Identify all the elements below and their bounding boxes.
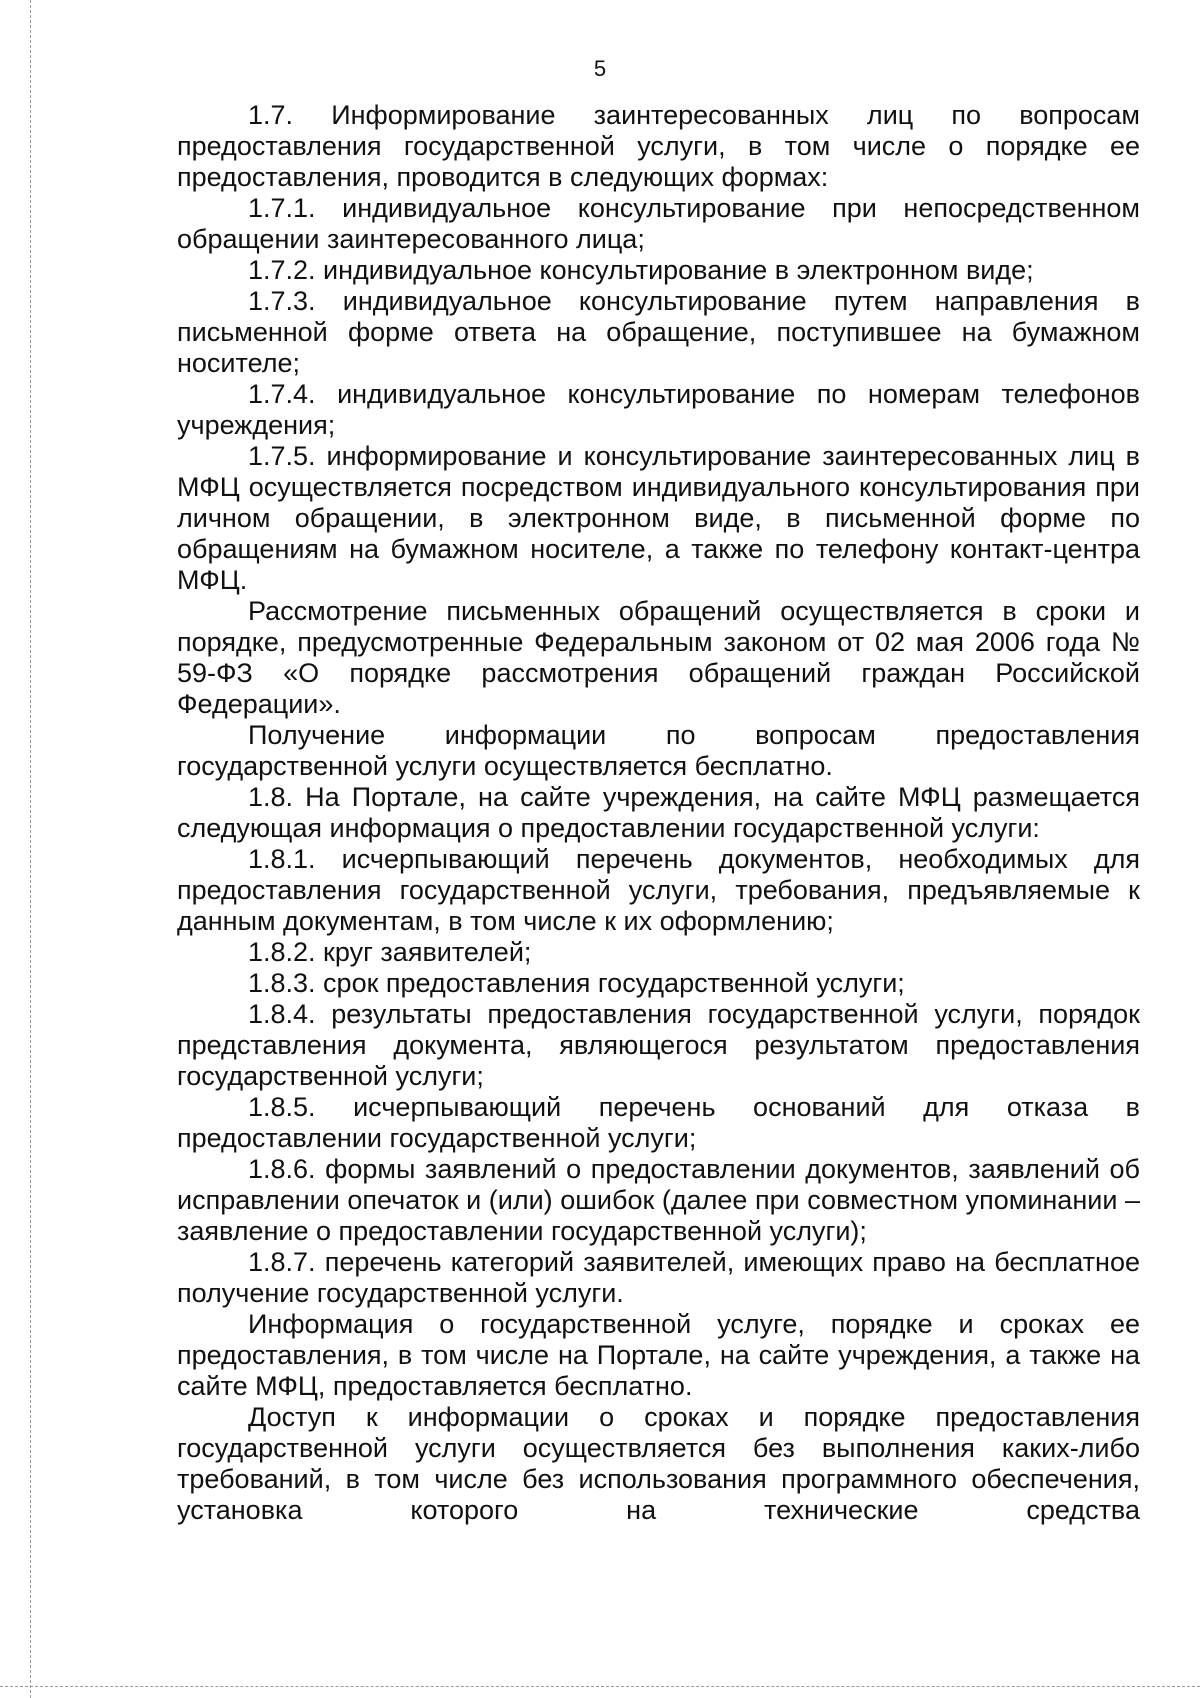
paragraph-1-8-4: 1.8.4. результаты предоставления государственной услуги, порядок представления документа, являющегося результатом предоставления государственной услуги;	[177, 999, 1140, 1091]
paragraph-1-8-7: 1.8.7. перечень категорий заявителей, имеющих право на бесплатное получение государственной услуги.	[177, 1247, 1140, 1308]
paragraph-1-7-4: 1.7.4. индивидуальное консультирование по номерам телефонов учреждения;	[177, 379, 1140, 440]
scan-bottom-border	[0, 1686, 1200, 1687]
document-body	[177, 100, 1140, 1526]
scan-left-border	[30, 0, 31, 1698]
paragraph-1-7-2: 1.7.2. индивидуальное консультирование в электронном виде;	[248, 255, 1034, 285]
paragraph-1-8-2: 1.8.2. круг заявителей;	[248, 937, 532, 967]
paragraph-free-information: Получение информации по вопросам предоставления государственной услуги осуществляется бесплатно.	[177, 720, 1140, 781]
page-number: 5	[593, 56, 607, 81]
paragraph-1-7-5: 1.7.5. информирование и консультирование заинтересованных лиц в МФЦ осуществляется посредством индивидуального консультирования при личном обращении, в электронном виде, в письменной форме по обращениям на бумажном носителе, а также по телефону контакт-центра МФЦ.	[177, 441, 1140, 595]
paragraph-1-7-1: 1.7.1. индивидуальное консультирование при непосредственном обращении заинтересованного лица;	[177, 193, 1140, 254]
paragraph-1-7-3: 1.7.3. индивидуальное консультирование путем направления в письменной форме ответа на обращение, поступившее на бумажном носителе;	[177, 286, 1140, 378]
paragraph-1-8-1: 1.8.1. исчерпывающий перечень документов, необходимых для предоставления государственной услуги, требования, предъявляемые к данным документам, в том числе к их оформлению;	[177, 844, 1140, 936]
paragraph-1-8-5: 1.8.5. исчерпывающий перечень оснований для отказа в предоставлении государственной услуги;	[177, 1092, 1140, 1153]
paragraph-access: Доступ к информации о сроках и порядке предоставления государственной услуги осуществляется без выполнения каких-либо требований, в том числе без использования программного обеспечения, установка которого на технические средства	[177, 1402, 1140, 1525]
paragraph-1-7: 1.7. Информирование заинтересованных лиц по вопросам предоставления государственной услуги, в том числе о порядке ее предоставления, проводится в следующих формах:	[177, 100, 1140, 192]
paragraph-1-8: 1.8. На Портале, на сайте учреждения, на сайте МФЦ размещается следующая информация о предоставлении государственной услуги:	[177, 782, 1140, 843]
paragraph-1-8-6: 1.8.6. формы заявлений о предоставлении документов, заявлений об исправлении опечаток и (или) ошибок (далее при совместном упоминании – заявление о предоставлении государственной услуги);	[177, 1154, 1140, 1246]
paragraph-info-free: Информация о государственной услуге, порядке и сроках ее предоставления, в том числе на Портале, на сайте учреждения, а также на сайте МФЦ, предоставляется бесплатно.	[177, 1309, 1140, 1401]
paragraph-1-8-3: 1.8.3. срок предоставления государственной услуги;	[248, 968, 905, 998]
paragraph-written-requests: Рассмотрение письменных обращений осуществляется в сроки и порядке, предусмотренные Федеральным законом от 02 мая 2006 года № 59-ФЗ «О порядке рассмотрения обращений граждан Российской Федерации».	[177, 596, 1140, 719]
